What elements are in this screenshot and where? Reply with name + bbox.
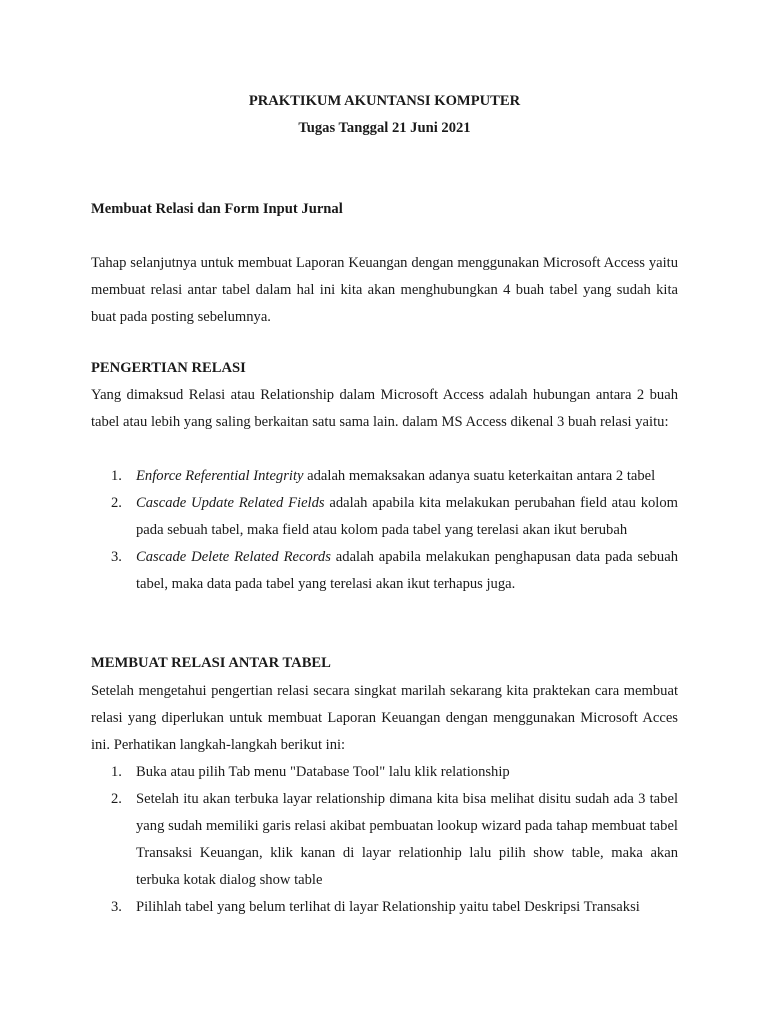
pengertian-paragraph: Yang dimaksud Relasi atau Relationship dalam Microsoft Access adalah hubungan antara 2 buah tabel atau lebih yang saling berkaitan satu sama lain. dalam MS Access dikenal 3 buah relasi yaitu: xyxy=(91,387,678,430)
list-item xyxy=(91,490,678,544)
list-number: 1. xyxy=(111,468,122,484)
relation-term: Cascade Delete Related Records xyxy=(136,549,331,565)
steps-list xyxy=(91,759,678,921)
section-title: Membuat Relasi dan Form Input Jurnal xyxy=(91,201,343,217)
membuat-heading: MEMBUAT RELASI ANTAR TABEL xyxy=(91,655,331,671)
step-text: Pilihlah tabel yang belum terlihat di layar Relationship yaitu tabel Deskripsi Transaksi xyxy=(136,899,640,915)
list-number: 2. xyxy=(111,791,122,807)
document-title: PRAKTIKUM AKUNTANSI KOMPUTER xyxy=(248,93,521,109)
membuat-paragraph: Setelah mengetahui pengertian relasi secara singkat marilah sekarang kita praktekan cara membuat relasi yang diperlukan untuk membuat Laporan Keuangan dengan menggunakan Microsoft Acces ini. Perhatikan langkah-langkah berikut ini: xyxy=(91,683,678,753)
list-number: 3. xyxy=(111,549,122,565)
list-item xyxy=(91,894,678,921)
list-item xyxy=(91,463,678,490)
step-text: Setelah itu akan terbuka layar relationship dimana kita bisa melihat disitu sudah ada 3 tabel yang sudah memiliki garis relasi akibat pembuatan lookup wizard pada tahap membuat tabel Transaksi Keuangan, klik kanan di layar relationhip lalu pilih show table, maka akan terbuka kotak dialog show table xyxy=(136,791,678,888)
document-subtitle: Tugas Tanggal 21 Juni 2021 xyxy=(298,120,471,136)
relation-desc: adalah apabila kita melakukan perubahan field atau kolom pada sebuah tabel, maka field atau kolom pada tabel yang terelasi akan ikut berubah xyxy=(136,495,679,538)
list-number: 3. xyxy=(111,899,122,915)
step-text: Buka atau pilih Tab menu "Database Tool" lalu klik relationship xyxy=(136,764,510,780)
relation-desc: adalah memaksakan adanya suatu keterkaitan antara 2 tabel xyxy=(303,468,656,484)
relation-term: Cascade Update Related Fields xyxy=(136,495,325,511)
relation-types-list xyxy=(91,463,678,598)
intro-paragraph: Tahap selanjutnya untuk membuat Laporan Keuangan dengan menggunakan Microsoft Access yaitu membuat relasi antar tabel dalam hal ini kita akan menghubungkan 4 buah tabel yang sudah kita buat pada posting sebelumnya. xyxy=(91,255,678,325)
list-number: 1. xyxy=(111,764,122,780)
list-item xyxy=(91,544,678,598)
pengertian-heading: PENGERTIAN RELASI xyxy=(91,360,246,376)
relation-term: Enforce Referential Integrity xyxy=(136,468,304,484)
list-item xyxy=(91,759,678,786)
list-number: 2. xyxy=(111,495,122,511)
list-item xyxy=(91,786,678,894)
relation-desc: adalah apabila melakukan penghapusan data pada sebuah tabel, maka data pada tabel yang terelasi akan ikut terhapus juga. xyxy=(136,549,678,592)
